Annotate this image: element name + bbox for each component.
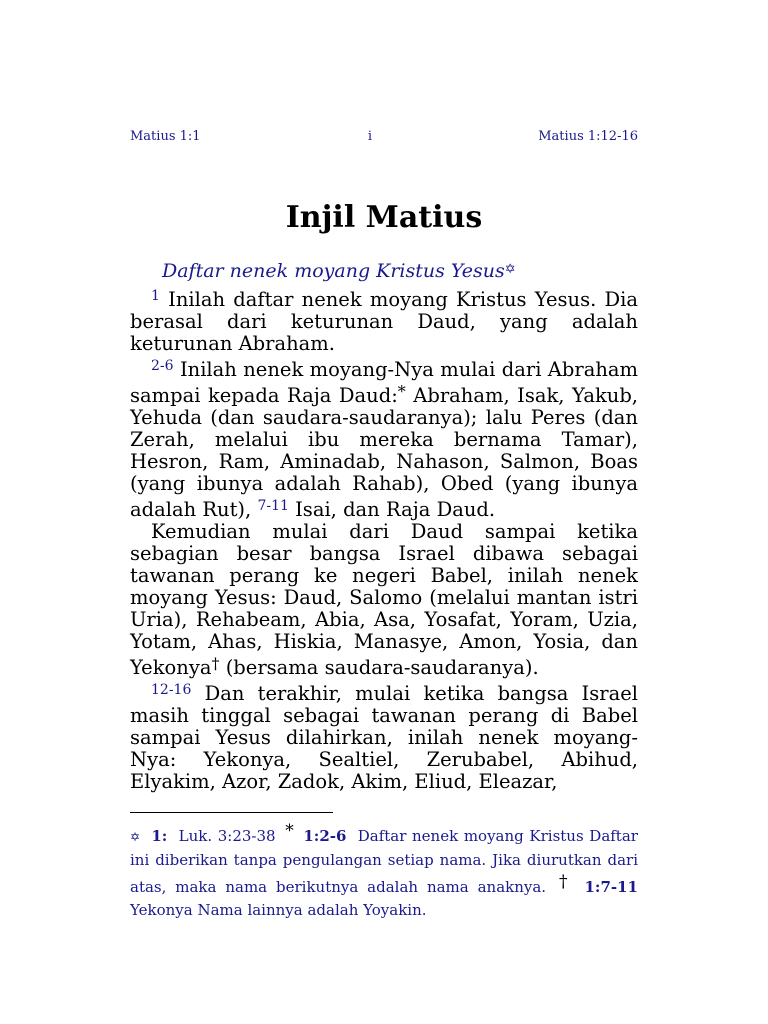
footnote-text: Daftar nenek moyang Kristus Daftar ini diberikan tanpa pengulangan setiap nama. Jika diurutkan dari atas, maka nama berikutnya adalah nama anaknya. <box>130 827 638 896</box>
verse-text: Kemudian mulai dari Daud sampai ketika sebagian besar bangsa Israel dibawa sebagai tawanan perang ke negeri Babel, inilah nenek moyang Yesus: Daud, Salomo (melalui mantan istri Uria), Rehabeam, Abia, Asa, Yosafat, Yoram, Uzia, Yotam, Ahas, Hiskia, Manasye, Amon, Yosia, dan Yekonya <box>130 520 638 679</box>
section-heading-text: Daftar nenek moyang Kristus Yesus <box>162 260 505 282</box>
verse-text: Isai, dan Raja Daud. <box>295 498 496 521</box>
verse-number: 7-11 <box>257 498 289 514</box>
footnote-text: Luk. 3:23-38 <box>178 827 276 845</box>
footnote-mark: * <box>285 821 294 841</box>
footnote-divider <box>130 812 333 813</box>
footnote-text: Yekonya Nama lainnya adalah Yoyakin. <box>130 900 427 919</box>
book-title: Injil Matius <box>285 200 483 235</box>
verse-paragraph <box>130 285 638 355</box>
footnote-marker[interactable]: * <box>397 382 406 401</box>
verse-paragraph <box>130 521 638 679</box>
footnote-ref: 1:7-11 <box>584 878 638 896</box>
footnote-ref: 1: <box>151 827 168 845</box>
verse-number: 2-6 <box>151 358 174 374</box>
verse-text: Inilah daftar nenek moyang Kristus Yesus. Dia berasal dari keturunan Daud, yang adalah keturunan Abraham. <box>130 288 638 355</box>
footnotes <box>130 820 638 921</box>
footnote-ref: 1:2-6 <box>303 827 347 845</box>
page-number: i <box>367 129 373 144</box>
verse-number: 12-16 <box>151 682 192 698</box>
verse-text: Inilah nenek moyang-Nya mulai dari Abraham sampai kepada Raja Daud: <box>130 358 638 407</box>
cross-reference-mark: ✡ <box>130 830 141 844</box>
verse-text: Dan terakhir, mulai ketika bangsa Israel masih tinggal sebagai tawanan perang di Babel sampai Yesus dilahirkan, inilah nenek moyang-Nya: Yekonya, Sealtiel, Zerubabel, Abihud, Elyakim, Azor, Zadok, Akim, Eliud, Eleazar, <box>130 682 638 793</box>
cross-reference-mark[interactable]: ✡ <box>504 262 516 277</box>
section-heading <box>162 260 516 282</box>
running-header-left: Matius 1:1 <box>130 129 201 144</box>
verse-text: (bersama saudara-saudaranya). <box>225 656 539 679</box>
running-header-right: Matius 1:12-16 <box>538 129 638 144</box>
verse-paragraph <box>130 355 638 521</box>
footnote-marker[interactable]: † <box>211 654 220 673</box>
verse-number: 1 <box>151 288 160 304</box>
verse-text: Abraham, Isak, Yakub, Yehuda (dan saudara-saudaranya); lalu Peres (dan Zerah, melalui ibu mereka bernama Tamar), Hesron, Ram, Aminadab, Nahason, Salmon, Boas (yang ibunya adalah Rahab), Obed (yang ibunya adalah Rut), <box>130 384 638 521</box>
verse-paragraph <box>130 679 638 793</box>
footnote-mark: † <box>558 872 572 892</box>
scripture-text <box>130 285 638 793</box>
